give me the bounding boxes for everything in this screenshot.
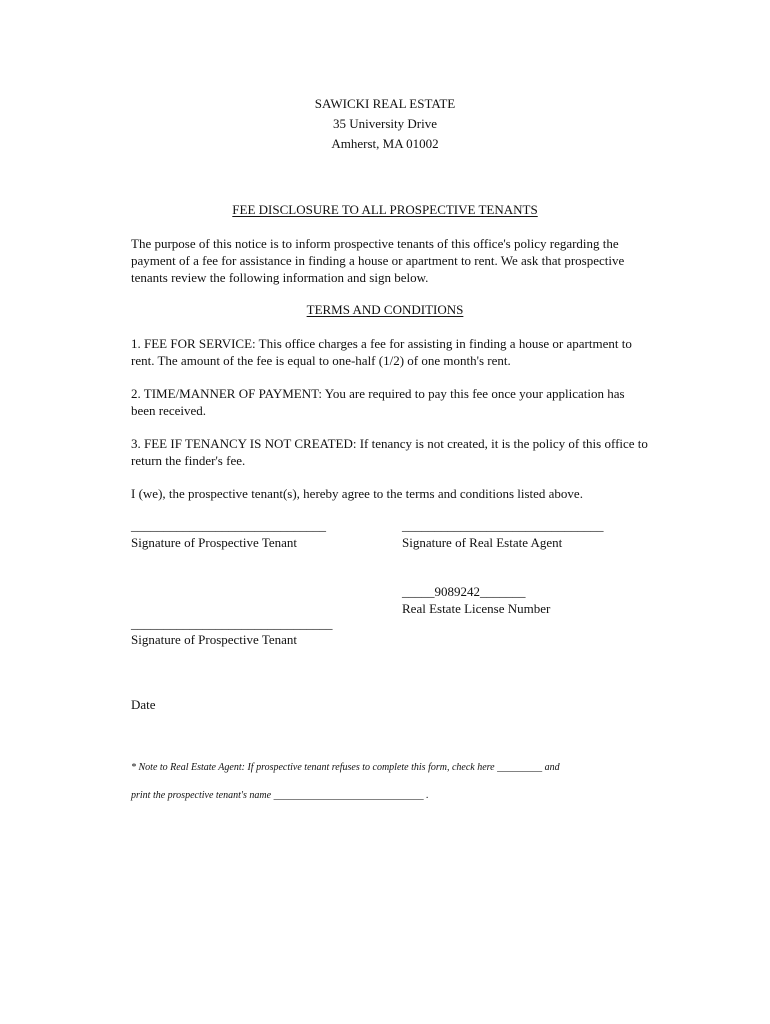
agent-signature-line[interactable]: _______________________________ <box>402 518 604 533</box>
agent-signature-label: Signature of Real Estate Agent <box>402 535 563 550</box>
tenant-signature-label-1: Signature of Prospective Tenant <box>131 535 298 550</box>
tenant-signature-line-2[interactable]: _______________________________ <box>131 616 333 631</box>
date-label: Date <box>131 697 156 712</box>
license-number-label: Real Estate License Number <box>402 601 551 616</box>
address-line-2: Amherst, MA 01002 <box>331 136 439 151</box>
agent-note-line-2: print the prospective tenant's name ______________________________ . <box>131 790 429 801</box>
intro-paragraph: The purpose of this notice is to inform prospective tenants of this office's policy regarding the payment of a fee for assistance in finding a house or apartment to rent. We ask that prospective tenants review the following information and sign below. <box>131 236 625 285</box>
tenant-signature-line-1[interactable]: ______________________________ <box>131 518 326 533</box>
document-title: FEE DISCLOSURE TO ALL PROSPECTIVE TENANTS <box>232 202 538 217</box>
agreement-statement: I (we), the prospective tenant(s), hereby agree to the terms and conditions listed above. <box>131 486 583 501</box>
term-not-created: 3. FEE IF TENANCY IS NOT CREATED: If tenancy is not created, it is the policy of this office to return the finder's fee. <box>131 436 648 468</box>
company-name: SAWICKI REAL ESTATE <box>314 96 456 111</box>
term-payment: 2. TIME/MANNER OF PAYMENT: You are required to pay this fee once your application has been received. <box>131 386 625 418</box>
agent-note-line-1: * Note to Real Estate Agent: If prospective tenant refuses to complete this form, check here _________ and <box>131 762 560 773</box>
address-line-1: 35 University Drive <box>333 116 437 131</box>
license-number-field[interactable]: _____9089242_______ <box>402 584 526 599</box>
tenant-signature-label-2: Signature of Prospective Tenant <box>131 632 298 647</box>
term-fee-for-service: 1. FEE FOR SERVICE: This office charges a fee for assisting in finding a house or apartment to rent. The amount of the fee is equal to one-half (1/2) of one month's rent. <box>131 336 632 368</box>
terms-heading: TERMS AND CONDITIONS <box>306 302 464 317</box>
